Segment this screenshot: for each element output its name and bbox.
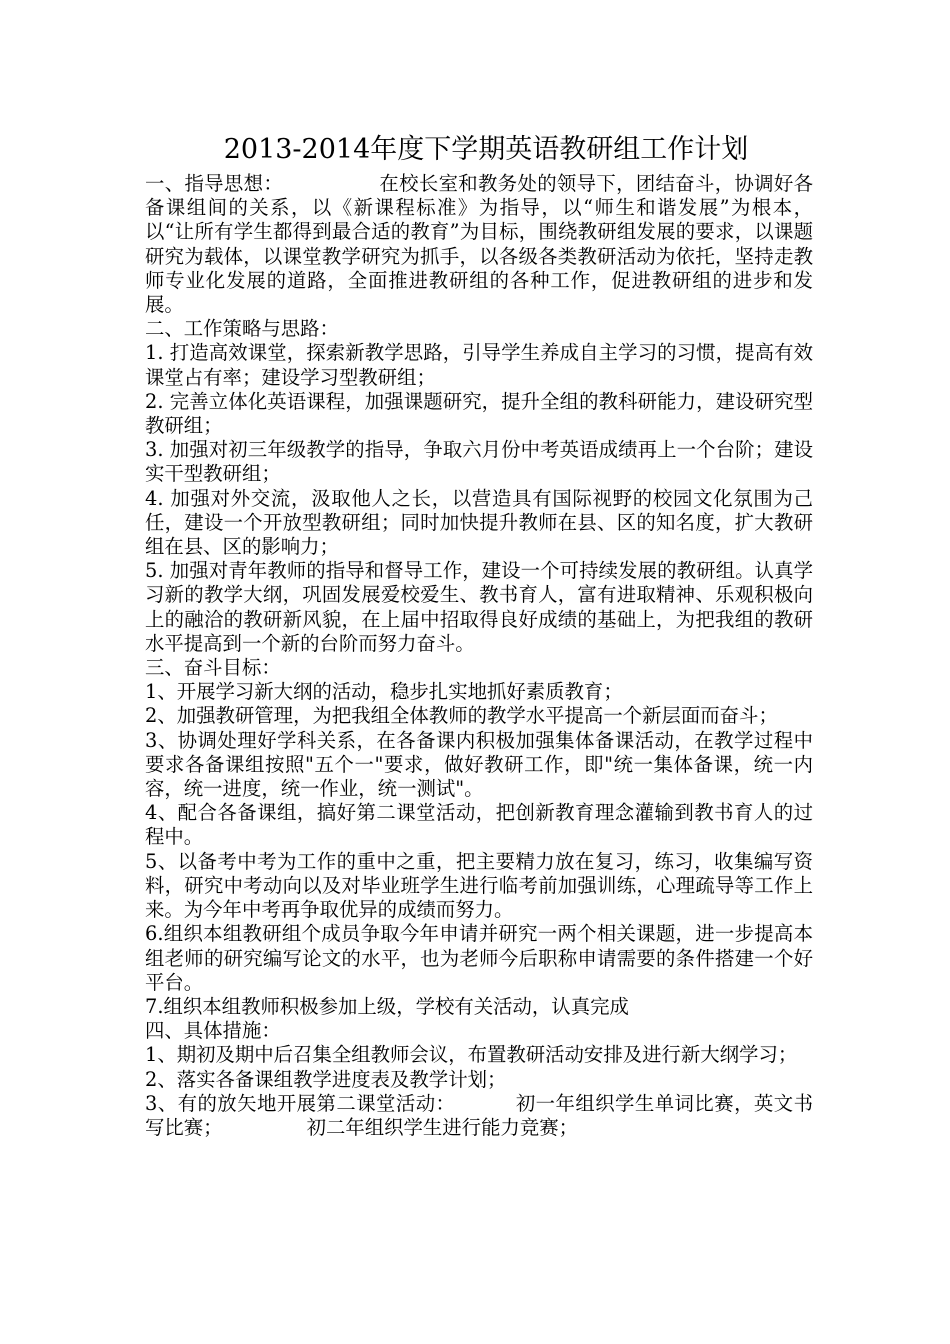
document-body [145, 172, 813, 1140]
list-item [145, 1092, 813, 1140]
list-item: 3、协调处理好学科关系，在各备课内积极加强集体备课活动，在教学过程中要求各备课组按照"五个一"要求，做好教研工作，即"统一集体备课，统一内容，统一进度，统一作业，统一测试"。 [145, 728, 813, 801]
list-item: 1、期初及期中后召集全组教师会议，布置教研活动安排及进行新大纲学习； [145, 1043, 798, 1067]
section-guiding-ideology [145, 172, 813, 317]
list-item: 6.组织本组教研组个成员争取今年申请并研究一两个相关课题，进一步提高本组老师的研究编写论文的水平，也为老师今后职称申请需要的条件搭建一个好平台。 [145, 922, 813, 994]
list-item: 2、加强教研管理，为把我组全体教师的教学水平提高一个新层面而奋斗； [145, 704, 778, 728]
document-title: 2013-2014年度下学期英语教研组工作计划 [223, 134, 749, 165]
list-item-text: 初一年组织学生单词比赛，英文书写比赛； [145, 1091, 813, 1139]
list-item: 4. 加强对外交流，汲取他人之长，以营造具有国际视野的校园文化氛围为己任，建设一个开放型教研组；同时加快提升教师在县、区的知名度，扩大教研组在县、区的影响力； [145, 486, 813, 559]
list-item: 7.组织本组教师积极参加上级，学校有关活动，认真完成 [145, 994, 629, 1018]
list-item: 5、以备考中考为工作的重中之重，把主要精力放在复习，练习，收集编写资料，研究中考动向以及对毕业班学生进行临考前加强训练，心理疏导等工作上来。为今年中考再争取优异的成绩而努力。 [145, 849, 813, 922]
document-page [145, 128, 813, 1140]
list-item: 5. 加强对青年教师的指导和督导工作，建设一个可持续发展的教研组。认真学习新的教学大纲，巩固发展爱校爱生、教书育人，富有进取精神、乐观积极向上的融洽的教研新风貌，在上届中招取得良好成绩的基础上，为把我组的教研水平提高到一个新的台阶而努力奋斗。 [145, 559, 813, 655]
paragraph: 在校长室和教务处的领导下，团结奋斗，协调好各备课组间的关系，以《新课程标准》为指导，以“师生和谐发展”为根本，以“让所有学生都得到最合适的教育”为目标，围绕教研组发展的要求，以课题研究为载体，以课堂教学研究为抓手，以各级各类教研活动为依托，坚持走教师专业化发展的道路，全面推进教研组的各种工作，促进教研组的进步和发展。 [145, 172, 814, 317]
list-item-text: 3、有的放矢地开展第二课堂活动： [145, 1091, 456, 1115]
section-heading: 三、奋斗目标： [145, 656, 281, 680]
list-item: 2. 完善立体化英语课程，加强课题研究，提升全组的教科研能力，建设研究型教研组； [145, 389, 813, 438]
section-heading: 四、具体措施： [145, 1019, 281, 1043]
list-item: 3. 加强对初三年级教学的指导，争取六月份中考英语成绩再上一个台阶；建设实干型教研组； [145, 438, 813, 486]
list-item: 2、落实各备课组教学进度表及教学计划； [145, 1067, 507, 1091]
section-heading: 二、工作策略与思路： [145, 317, 339, 341]
list-item: 1、开展学习新大纲的活动，稳步扎实地抓好素质教育； [145, 680, 623, 704]
section-heading: 一、指导思想： [145, 172, 284, 195]
list-item-text: 初二年组织学生进行能力竞赛； [306, 1115, 579, 1139]
list-item: 4、配合各备课组，搞好第二课堂活动，把创新教育理念灌输到教书育人的过程中。 [145, 801, 813, 849]
list-item: 1. 打造高效课堂，探索新教学思路，引导学生养成自主学习的习惯，提高有效课堂占有率；建设学习型教研组； [145, 341, 813, 389]
